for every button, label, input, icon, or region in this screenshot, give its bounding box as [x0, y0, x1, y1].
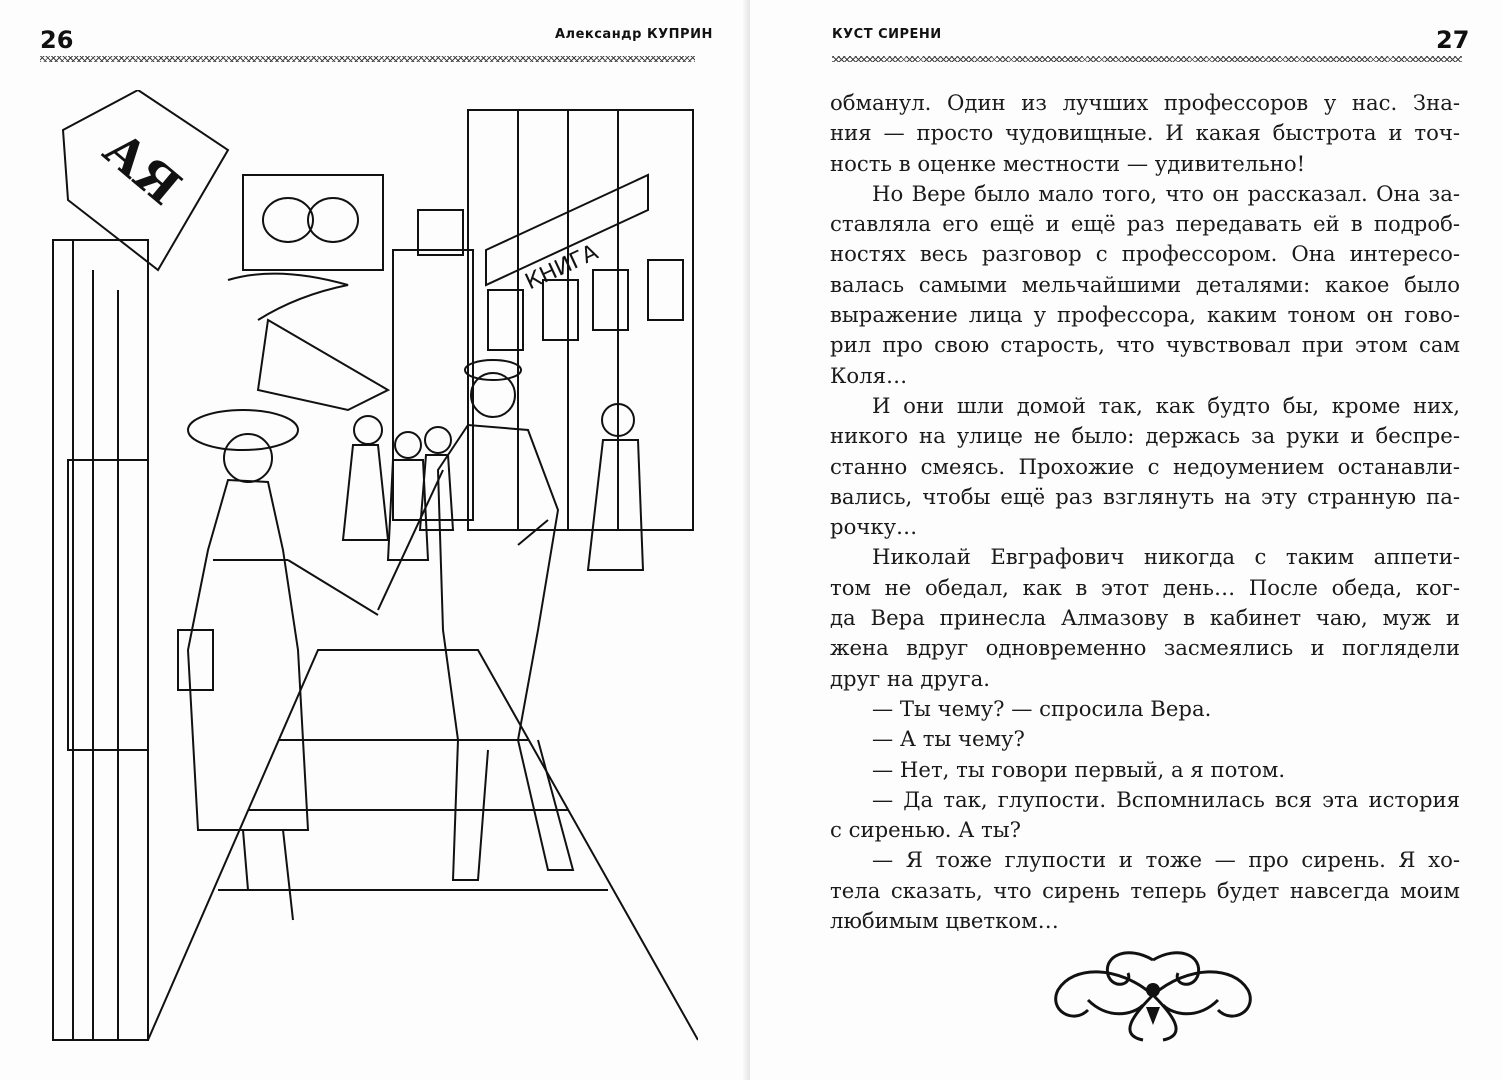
- running-head-title: КУСТ СИРЕНИ: [832, 27, 942, 42]
- text-line: И они шли домой так, как будто бы, кроме них,: [872, 392, 1460, 418]
- text-line: выражение лица у профессора, каким тоном он гово-: [830, 302, 1460, 328]
- text-line: с сиренью. А ты?: [830, 817, 1021, 843]
- officer-figure: [378, 360, 573, 880]
- text-line: Николай Евграфович никогда с таким аппети-: [872, 544, 1460, 570]
- text-line: — Да так, глупости. Вспомнилась вся эта история: [872, 786, 1460, 812]
- text-line: ставляла его ещё и ещё раз передавать ей в подроб-: [830, 211, 1460, 237]
- header-rule-left: [40, 56, 695, 62]
- text-line: станно смеясь. Прохожие с недоумением останавли-: [830, 453, 1460, 479]
- header-rule-right: [832, 56, 1462, 62]
- decorative-ornament-icon: [1048, 945, 1258, 1045]
- text-line: — А ты чему?: [872, 726, 1025, 752]
- awning: [258, 320, 388, 410]
- page-number-left: 26: [40, 26, 74, 54]
- text-line: обманул. Один из лучших профессоров у нас. Зна-: [830, 90, 1460, 115]
- text-line: валась самыми мельчайшими деталями: какое было: [830, 271, 1460, 297]
- text-line: ностях весь разговор с профессором. Она интересо-: [830, 241, 1460, 267]
- text-line: никого на улице не было: держась за руки и беспре-: [830, 423, 1460, 449]
- text-line: рил про свою старость, что чувствовал при этом сам: [830, 332, 1460, 358]
- street-scene-illustration: [48, 90, 698, 1045]
- text-line: друг на друга.: [830, 665, 990, 691]
- text-line: — Ты чему? — спросила Вера.: [872, 695, 1212, 721]
- page-number-right: 27: [1436, 26, 1470, 54]
- text-line: Коля…: [830, 362, 908, 388]
- text-line: да Вера принесла Алмазову в кабинет чаю, муж и: [830, 605, 1460, 631]
- text-line: ность в оценке местности — удивительно!: [830, 150, 1306, 176]
- running-head-author: Александр КУПРИН: [555, 27, 713, 42]
- text-line: вались, чтобы ещё раз взглянуть на эту странную па-: [830, 483, 1460, 509]
- sidewalk: [148, 650, 698, 1040]
- body-text: [830, 88, 1460, 936]
- background-passersby: [343, 404, 643, 570]
- book-sign-text: КНИГА: [521, 239, 603, 296]
- text-line: Но Вере было мало того, что он рассказал. Она за-: [872, 180, 1460, 206]
- sign-partial-text: АЯ: [92, 121, 191, 217]
- left-page: [0, 0, 750, 1080]
- text-line: — Я тоже глупости и тоже — про сирень. Я хо-: [872, 847, 1460, 873]
- text-line: ния — просто чудовищные. И какая быстрота и точ-: [830, 120, 1460, 146]
- text-line: любимым цветком…: [830, 908, 1059, 934]
- text-line: тела сказать, что сирень теперь будет навсегда моим: [830, 877, 1460, 903]
- shop-window: [68, 460, 148, 750]
- text-line: рочку…: [830, 514, 918, 540]
- text-line: жена вдруг одновременно засмеялись и поглядели: [830, 635, 1460, 661]
- text-line: том не обедал, как в этот день… После обеда, ког-: [830, 574, 1460, 600]
- text-line: — Нет, ты говори первый, а я потом.: [872, 756, 1286, 782]
